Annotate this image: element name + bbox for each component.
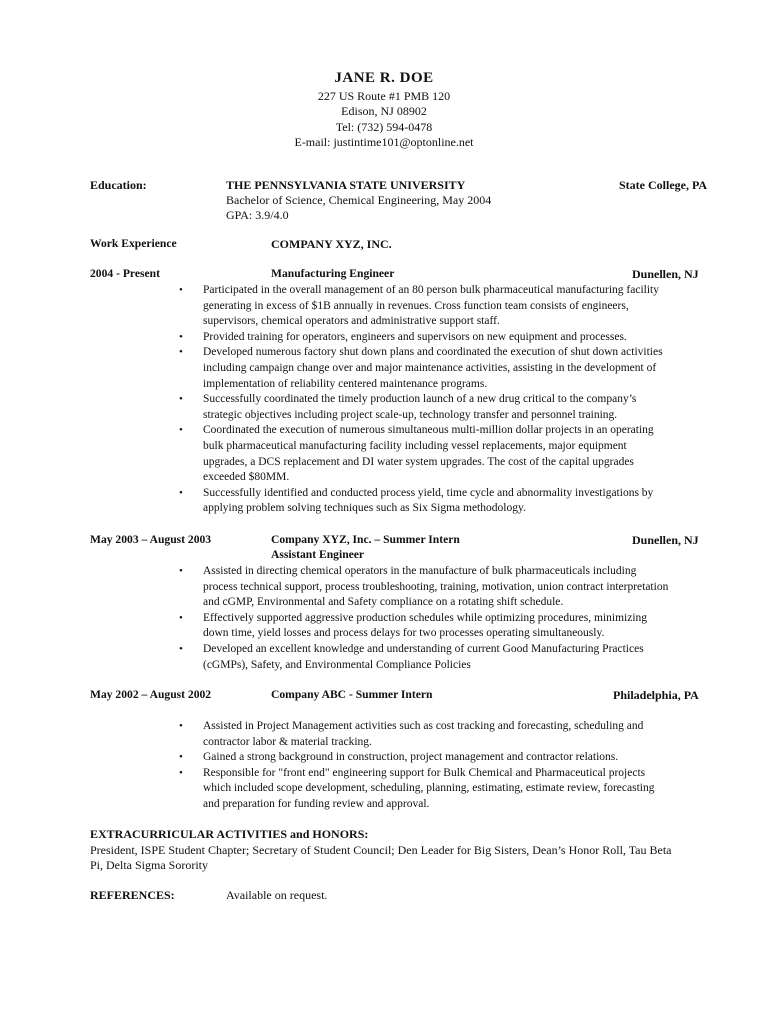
references-text: Available on request. [226,888,328,902]
bullet-line: bulk pharmaceutical manufacturing facility including vessel replacements, major equipment [203,439,627,452]
bullet-line: Assisted in directing chemical operators in the manufacture of bulk pharmaceuticals including [203,565,637,577]
bullet-line: Assisted in Project Management activities such as cost tracking and forecasting, scheduling and [203,720,644,732]
education-degree: Bachelor of Science, Chemical Engineering, May 2004 [226,193,492,207]
bullet-icon: • [179,720,183,732]
job-2-dates: May 2003 – August 2003 [90,533,212,546]
education-gpa: GPA: 3.9/4.0 [226,208,289,222]
contact-address-line-1: 227 US Route #1 PMB 120 [317,89,451,103]
bullet-icon: • [179,284,183,296]
work-experience-label: Work Experience [90,237,177,250]
bullet-line: generating in excess of $1B annually in revenues. Cross function team consists of engineers, [203,299,629,312]
bullet-item [179,750,619,766]
bullet-line: supervisors, chemical operators and administrative support staff. [203,315,500,328]
extracurricular-line-1: President, ISPE Student Chapter; Secretary of Student Council; Den Leader for Big Sisters, Dean’s Honor Roll, Tau Beta [90,843,672,857]
bullet-item [179,766,655,813]
bullet-icon: • [179,393,183,406]
bullet-item [179,486,654,517]
bullet-line: (cGMPs), Safety, and Environmental Compliance Policies [203,658,471,671]
bullet-line: exceeded $80MM. [203,471,290,484]
bullet-line: process technical support, process troubleshooting, training, motivation, union contract interpretation [203,580,669,593]
bullet-item [179,611,648,642]
bullet-icon: • [179,643,183,655]
bullet-line: Gained a strong background in construction, project management and contractor relations. [203,751,619,764]
bullet-line: Participated in the overall management of an 80 person bulk pharmaceutical manufacturing facility [203,284,659,296]
bullet-item [179,330,627,346]
resume-name: JANE R. DOE [334,70,434,86]
education-label: Education: [90,178,147,192]
bullet-icon: • [179,611,183,624]
bullet-line: including campaign change over and major maintenance activities, assisting in the development of [203,361,657,374]
bullet-item [179,392,637,423]
contact-email: E-mail: justintime101@optonline.net [294,135,474,149]
references-label: REFERENCES: [90,888,175,902]
bullet-item [179,345,663,392]
bullet-item [179,719,644,750]
extracurricular-heading: EXTRACURRICULAR ACTIVITIES and HONORS: [90,827,369,841]
bullet-item [179,642,644,673]
education-location: State College, PA [619,178,708,192]
bullet-icon: • [179,486,183,499]
bullet-item [179,423,654,485]
job-1-title: Manufacturing Engineer [271,267,395,280]
bullet-item [179,283,659,330]
bullet-icon: • [179,751,183,764]
job-2-location: Dunellen, NJ [632,533,699,547]
bullet-icon: • [179,330,183,343]
job-2-subtitle: Assistant Engineer [271,548,365,561]
bullet-line: Coordinated the execution of numerous simultaneous multi-million dollar projects in an operating [203,424,654,437]
bullet-line: Developed an excellent knowledge and understanding of current Good Manufacturing Practices [203,643,644,655]
education-school: THE PENNSYLVANIA STATE UNIVERSITY [226,178,466,192]
work-company-name: COMPANY XYZ, INC. [271,237,392,251]
bullet-line: strategic objectives including project scale-up, technology transfer and personnel training. [203,408,618,421]
bullet-icon: • [179,565,183,577]
bullet-line: Successfully coordinated the timely production launch of a new drug critical to the company’s [203,393,637,406]
bullet-line: implementation of reliability centered maintenance programs. [203,377,488,390]
contact-phone: Tel: (732) 594-0478 [335,120,433,134]
bullet-icon: • [179,424,183,437]
contact-address-line-2: Edison, NJ 08902 [341,104,427,118]
bullet-item [179,564,669,611]
bullet-line: and preparation for funding review and approval. [203,797,430,810]
job-2-title: Company XYZ, Inc. – Summer Intern [271,533,460,546]
extracurricular-line-2: Pi, Delta Sigma Sorority [90,858,208,872]
bullet-line: down time, yield losses and process delays for two processes operating simultaneously. [203,627,605,640]
bullet-line: Provided training for operators, engineers and supervisors on new equipment and processes. [203,330,627,343]
bullet-line: Developed numerous factory shut down plans and coordinated the execution of shut down activities [203,346,663,359]
bullet-line: Effectively supported aggressive production schedules while optimizing procedures, minimizing [203,611,648,624]
bullet-line: Responsible for "front end" engineering support for Bulk Chemical and Pharmaceutical projects [203,766,646,779]
bullet-line: upgrades, a DCS replacement and DI water system upgrades. The cost of the capital upgrades [203,455,634,468]
job-1-location: Dunellen, NJ [632,267,699,281]
bullet-icon: • [179,346,183,359]
job-3-title: Company ABC - Summer Intern [271,688,433,701]
bullet-line: applying problem solving techniques such as Six Sigma methodology. [203,502,526,515]
job-1-dates: 2004 - Present [90,267,160,280]
bullet-line: Successfully identified and conducted process yield, time cycle and abnormality investigations by [203,486,654,499]
job-3-dates: May 2002 – August 2002 [90,688,212,701]
bullet-icon: • [179,766,183,779]
job-3-location: Philadelphia, PA [613,688,699,702]
bullet-line: and cGMP, Environmental and Safety compliance on a rotating shift schedule. [203,596,564,609]
bullet-line: contractor labor & material tracking. [203,735,372,748]
bullet-line: which included scope development, scheduling, planning, estimating, estimate review, forecasting [203,782,655,795]
